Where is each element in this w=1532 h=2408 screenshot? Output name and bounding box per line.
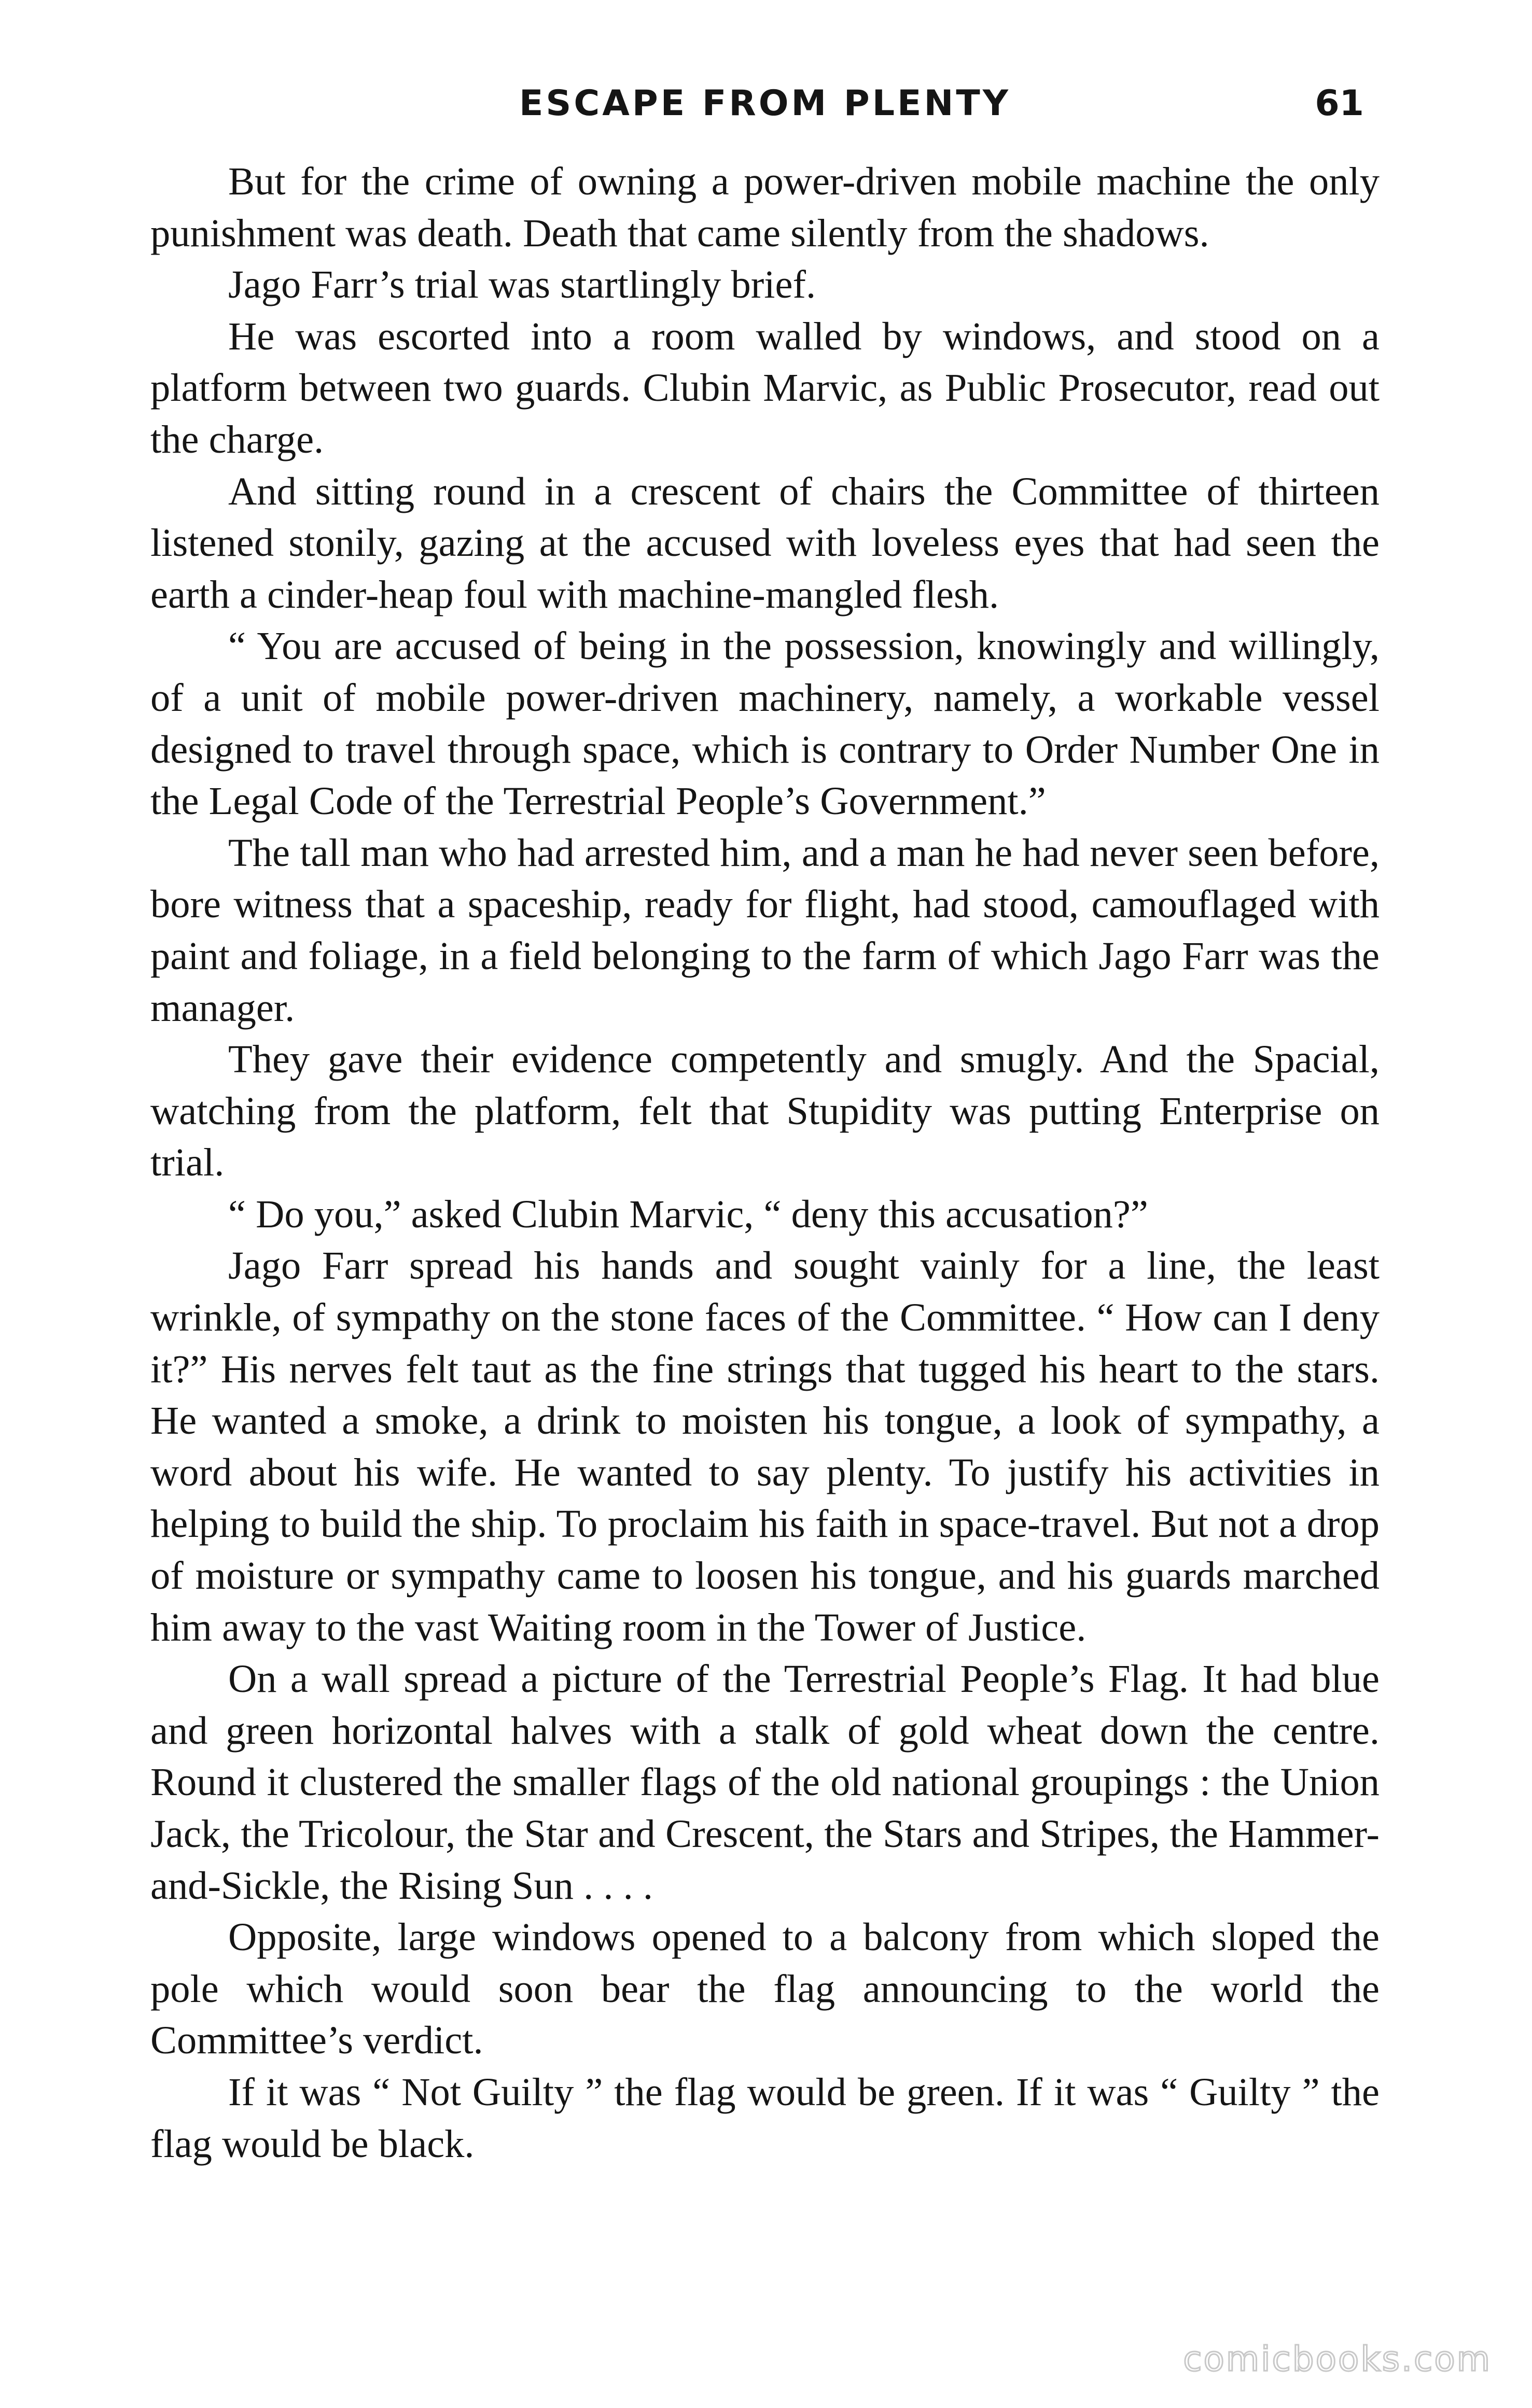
paragraph: Opposite, large windows opened to a balcony from which sloped the pole which would soon bear the flag announcing to the world the Committee’s verdict.	[150, 1915, 1380, 2063]
paragraph: “ Do you,” asked Clubin Marvic, “ deny this accusation?”	[228, 1192, 1148, 1236]
paragraph: On a wall spread a picture of the Terrestrial People’s Flag. It had blue and green horizontal halves with a stalk of gold wheat down the centre. Round it clustered the smaller flags of the old national groupings : the Union Jack, the Tricolour, the Star and Crescent, the Stars and Stripes, the Hammer-and-Sickle, the Rising Sun . . . .	[150, 1657, 1380, 1908]
paragraph: They gave their evidence competently and smugly. And the Spacial, watching from the platform, felt that Stupidity was putting Enterprise on trial.	[150, 1037, 1380, 1185]
running-title: ESCAPE FROM PLENTY	[519, 83, 1011, 124]
paragraph: He was escorted into a room walled by windows, and stood on a platform between two guards. Clubin Marvic, as Public Prosecutor, read out the charge.	[150, 314, 1380, 461]
watermark: comicbooks.com	[1183, 2339, 1492, 2379]
page-number: 61	[1315, 83, 1364, 124]
paragraph: Jago Farr spread his hands and sought vainly for a line, the least wrinkle, of sympathy on the stone faces of the Committee. “ How can I deny it?” His nerves felt taut as the fine strings that tugged his heart to the stars. He wanted a smoke, a drink to moisten his tongue, a look of sympathy, a word about his wife. He wanted to say plenty. To justify his activities in helping to build the ship. To proclaim his faith in space-travel. But not a drop of moisture or sympathy came to loosen his tongue, and his guards marched him away to the vast Waiting room in the Tower of Justice.	[150, 1243, 1380, 1649]
book-page	[150, 78, 1380, 2349]
paragraph: If it was “ Not Guilty ” the flag would be green. If it was “ Guilty ” the flag would be black.	[150, 2069, 1380, 2166]
paragraph: And sitting round in a crescent of chairs the Committee of thirteen listened stonily, gazing at the accused with loveless eyes that had seen the earth a cinder-heap foul with machine-mangled flesh.	[150, 469, 1380, 617]
paragraph: But for the crime of owning a power-driven mobile machine the only punishment was death. Death that came silently from the shadows.	[150, 159, 1380, 255]
paragraph: Jago Farr’s trial was startlingly brief.	[228, 262, 816, 307]
running-head	[150, 78, 1380, 130]
paragraph: The tall man who had arrested him, and a man he had never seen before, bore witness that a spaceship, ready for flight, had stood, camouflaged with paint and foliage, in a field belonging to the farm of which Jago Farr was the manager.	[150, 830, 1380, 1030]
paragraph: “ You are accused of being in the possession, knowingly and willingly, of a unit of mobile power-driven machinery, namely, a workable vessel designed to travel through space, which is contrary to Order Number One in the Legal Code of the Terrestrial People’s Government.”	[150, 624, 1380, 823]
body-text	[150, 156, 1380, 2169]
